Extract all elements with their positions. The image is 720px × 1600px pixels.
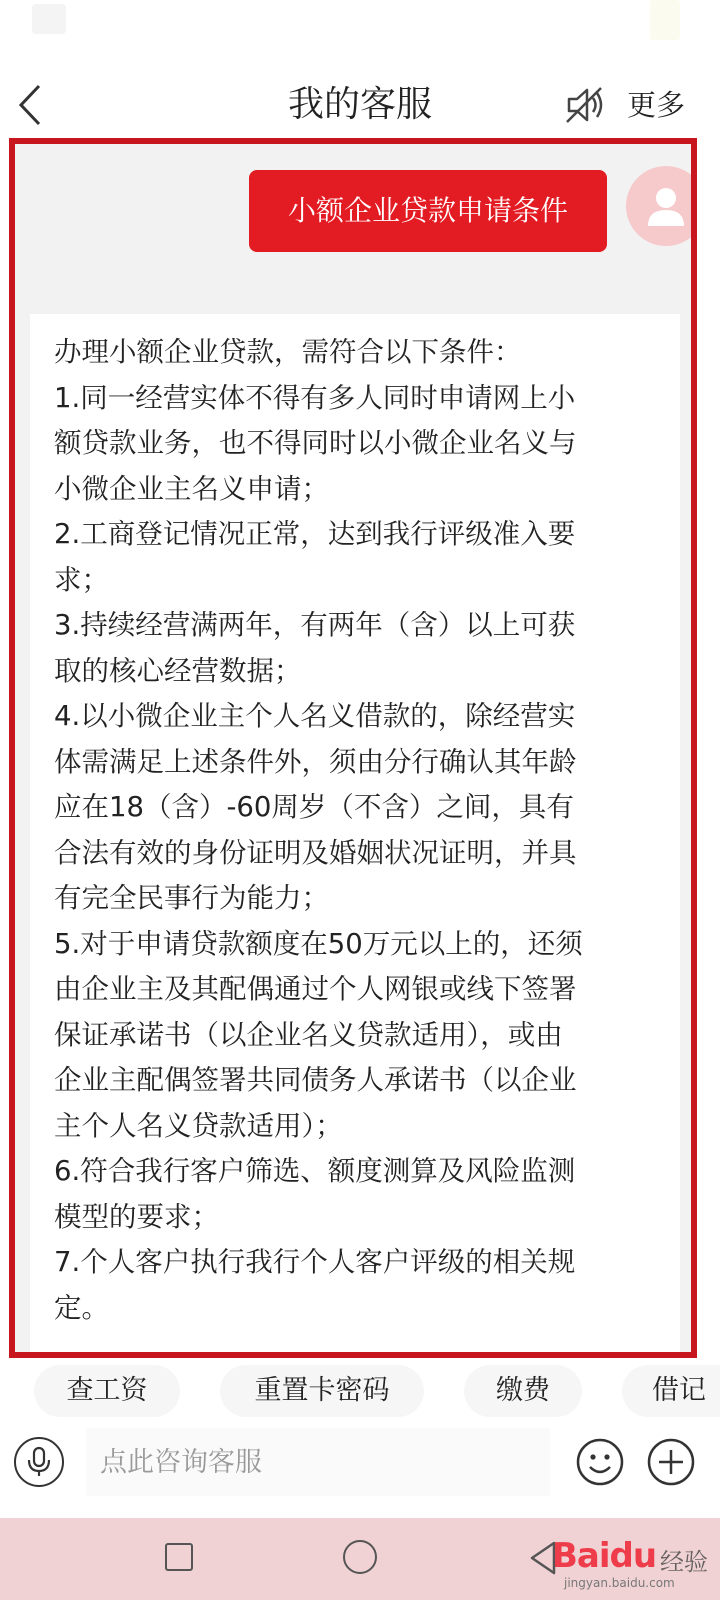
reply-line: 额贷款业务，也不得同时以小微企业名义与 [54, 427, 577, 459]
watermark-url: jingyan.baidu.com [564, 1576, 675, 1590]
bot-reply-bubble [30, 314, 680, 1354]
reply-line: 6.符合我行客户筛选、额度测算及风险监测 [54, 1155, 576, 1187]
watermark-brand: Baidu [552, 1536, 657, 1576]
reply-line: 1.同一经营实体不得有多人同时申请网上小 [54, 381, 576, 414]
reply-line: 主个人名义贷款适用）； [54, 1109, 343, 1142]
microphone-icon [26, 1446, 52, 1478]
user-icon [642, 182, 690, 230]
reply-line: 5.对于申请贷款额度在50万元以上的，还须 [54, 927, 583, 960]
quick-reply-reset-pin[interactable]: 重置卡密码 [220, 1365, 424, 1417]
reply-line: 定。 [54, 1291, 109, 1324]
reply-line: 小微企业主名义申请； [54, 472, 329, 505]
reply-line: 应在18（含）-60周岁（不含）之间，具有 [54, 791, 574, 823]
reply-line: 企业主配偶签署共同债务人承诺书（以企业 [54, 1064, 577, 1096]
reply-line: 合法有效的身份证明及婚姻状况证明，并具 [54, 836, 577, 869]
recents-button[interactable] [165, 1543, 193, 1571]
page-title: 我的客服 [287, 84, 432, 125]
user-avatar [626, 166, 697, 246]
reply-line: 体需满足上述条件外，须由分行确认其年龄 [54, 745, 577, 778]
home-button[interactable] [343, 1540, 377, 1574]
plus-icon [646, 1437, 696, 1487]
reply-line: 3.持续经营满两年，有两年（含）以上可获 [54, 609, 576, 641]
status-icon-left [32, 4, 66, 34]
quick-reply-bar [0, 1358, 720, 1424]
baidu-jingyan-watermark [552, 1526, 712, 1592]
reply-line: 2.工商登记情况正常，达到我行评级准入要 [54, 518, 576, 550]
chat-area [9, 138, 697, 1358]
reply-line: 7.个人客户执行我行个人客户评级的相关规 [54, 1246, 576, 1278]
reply-line: 求； [54, 563, 109, 596]
reply-line: 有完全民事行为能力； [54, 882, 329, 914]
emoji-button[interactable] [575, 1437, 625, 1487]
reply-line: 4.以小微企业主个人名义借款的，除经营实 [54, 700, 576, 732]
input-bar [0, 1424, 720, 1518]
header [0, 60, 720, 150]
more-button[interactable]: 更多 [627, 88, 686, 122]
add-button[interactable] [646, 1437, 696, 1487]
reply-line: 模型的要求； [54, 1200, 219, 1233]
reply-line: 取的核心经营数据； [54, 654, 302, 687]
quick-reply-payment[interactable]: 缴费 [464, 1365, 582, 1417]
smiley-icon [575, 1437, 625, 1487]
status-bar [0, 0, 720, 60]
reply-line: 由企业主及其配偶通过个人网银或线下签署 [54, 973, 577, 1005]
status-icon-right [650, 0, 680, 40]
sound-toggle-button[interactable] [563, 82, 609, 128]
reply-line: 办理小额企业贷款，需符合以下条件： [54, 336, 522, 368]
speaker-muted-icon [563, 82, 609, 128]
system-nav-bar [0, 1518, 720, 1600]
user-message-bubble: 小额企业贷款申请条件 [249, 170, 607, 252]
quick-reply-debit[interactable]: 借记 [622, 1365, 720, 1417]
quick-reply-salary[interactable]: 查工资 [34, 1365, 180, 1417]
watermark-cn: 经验 [660, 1548, 708, 1576]
voice-button[interactable] [14, 1437, 64, 1487]
chat-input[interactable] [86, 1428, 550, 1496]
reply-line: 保证承诺书（以企业名义贷款适用），或由 [54, 1018, 563, 1051]
